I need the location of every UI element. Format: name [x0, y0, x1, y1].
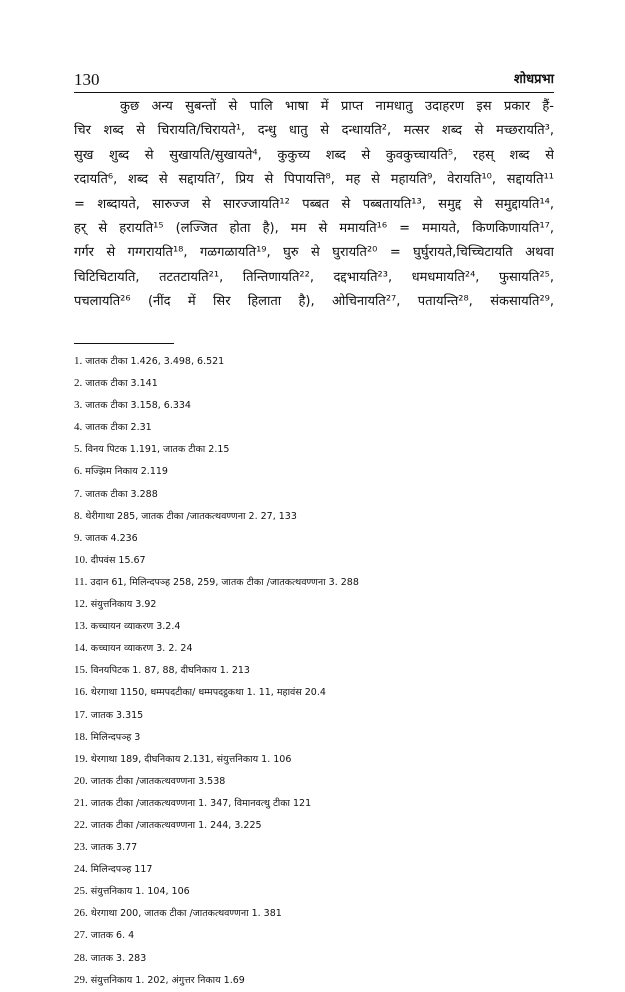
- footnote: [74, 792, 554, 814]
- footnote-text: थेरगाथा 189, दीघनिकाय 2.131, संयुत्तनिकाय 1. 106: [90, 753, 292, 765]
- footnote: [74, 527, 554, 549]
- footnote: [74, 681, 554, 703]
- footnote-number: 26.: [74, 907, 88, 920]
- footnote: [74, 615, 554, 637]
- footnote-number: 16.: [74, 686, 88, 699]
- footnote: [74, 637, 554, 659]
- footnote: [74, 704, 554, 726]
- footnote-number: 9.: [74, 531, 83, 544]
- footnote-text: जातक टीका 3.141: [85, 378, 158, 390]
- footnote: [74, 416, 554, 438]
- footnote-number: 21.: [74, 796, 88, 809]
- footnote: [74, 460, 554, 482]
- footnote: [74, 748, 554, 770]
- footnote-text: जातक टीका /जातकत्थवण्णना 3.538: [90, 775, 226, 787]
- footnote-text: उदान 61, मिलिन्दपञ्ह 258, 259, जातक टीका /जातकत्थवण्णना 3. 288: [90, 576, 359, 588]
- footnote-number: 24.: [74, 863, 88, 876]
- body-line: चिटिचिटायति, तटतटायति²¹, तिन्तिणायति²², दद्दभायति²³, धमधमायति²⁴, फुसायति²⁵,: [74, 269, 554, 285]
- footnote-number: 15.: [74, 664, 88, 677]
- header-rule: [74, 92, 554, 93]
- footnote: [74, 880, 554, 902]
- footnote-separator: [74, 343, 174, 344]
- footnote: [74, 483, 554, 505]
- footnote-number: 27.: [74, 929, 88, 942]
- footnote-number: 14.: [74, 642, 88, 655]
- footnote-text: विनय पिटक 1.191, जातक टीका 2.15: [85, 444, 230, 456]
- footnote-number: 11.: [74, 575, 88, 588]
- running-title: शोधप्रभा: [513, 72, 554, 87]
- footnote-number: 8.: [74, 509, 83, 522]
- footnote-number: 28.: [74, 951, 88, 964]
- footnote-text: जातक 6. 4: [90, 930, 135, 942]
- footnote-text: संयुत्तनिकाय 1. 202, अंगुत्तर निकाय 1.69: [90, 974, 245, 986]
- footnote-text: मज्झिम निकाय 2.119: [85, 466, 168, 478]
- footnote-number: 1.: [74, 355, 83, 367]
- footnote-number: 10.: [74, 553, 88, 566]
- body-line: = शब्दायते, सारुज्ज से सारज्जायति¹² पब्बत से पब्बतायति¹³, समुद्द से समुद्दायति¹⁴,: [74, 196, 554, 212]
- footnote-number: 18.: [74, 730, 88, 743]
- footnote: [74, 814, 554, 836]
- footnote-text: जातक टीका /जातकत्थवण्णना 1. 244, 3.225: [90, 819, 262, 831]
- body-line: सुख शुब्द से सुखायति/सुखायते⁴, कुकुच्य शब्द से कुवकुच्चायति⁵, रहस् शब्द से: [74, 147, 554, 163]
- footnote-list: [74, 350, 554, 991]
- footnote-number: 2.: [74, 377, 83, 390]
- footnote-number: 13.: [74, 620, 88, 633]
- page-header: [74, 70, 554, 92]
- footnote: [74, 394, 554, 416]
- body-line: रदायति⁶, शब्द से सद्दायति⁷, प्रिय से पिपायत्ति⁸, मह से महायति⁹, वेरायति¹⁰, सद्दायति¹¹: [74, 172, 554, 188]
- footnote-text: थेरगाथा 200, जातक टीका /जातकत्थवण्णना 1. 381: [90, 908, 282, 920]
- footnote-text: जातक 3.315: [90, 709, 144, 721]
- footnote-number: 23.: [74, 841, 88, 854]
- footnote-number: 20.: [74, 774, 88, 787]
- footnote: [74, 505, 554, 527]
- footnote-number: 3.: [74, 399, 83, 412]
- footnote-number: 7.: [74, 487, 83, 500]
- body-line: कुछ अन्य सुबन्तों से पालि भाषा में प्राप्त नामधातु उदाहरण इस प्रकार हैं-: [120, 99, 554, 114]
- footnote: [74, 858, 554, 880]
- footnote-number: 22.: [74, 818, 88, 831]
- footnote: [74, 902, 554, 924]
- footnote-text: जातक 3.77: [90, 842, 138, 854]
- footnote-number: 17.: [74, 708, 88, 721]
- footnote-number: 19.: [74, 752, 88, 765]
- footnote-text: कच्चायन व्याकरण 3. 2. 24: [90, 643, 193, 655]
- footnote-text: दीपवंस 15.67: [90, 554, 146, 566]
- footnote: [74, 836, 554, 858]
- footnote: [74, 969, 554, 991]
- body-line: पचलायति²⁶ (नींद में सिर हिलाता है), ओचिनायति²⁷, पतायन्ति²⁸, संकसायति²⁹,: [74, 294, 554, 310]
- footnote: [74, 924, 554, 946]
- footnote-number: 25.: [74, 885, 88, 898]
- footnote-number: 29.: [74, 973, 88, 986]
- footnote-text: मिलिन्दपञ्ह 117: [90, 864, 153, 876]
- body-line: चिर शब्द से चिरायति/चिरायते¹, दन्धु धातु से दन्धायति², मत्सर शब्द से मच्छरायति³,: [74, 123, 554, 139]
- footnote: [74, 549, 554, 571]
- footnote: [74, 350, 554, 372]
- footnote-number: 5.: [74, 443, 83, 456]
- footnote-text: मिलिन्दपञ्ह 3: [90, 731, 141, 743]
- footnote-text: जातक टीका 1.426, 3.498, 6.521: [85, 356, 225, 367]
- footnote-text: कच्चायन व्याकरण 3.2.4: [90, 621, 181, 633]
- body-line: गर्गर से गग्गरायति¹⁸, गळगळायति¹⁹, घुरु से घुरायति²⁰ = घुर्घुरायते,चिच्चिटायति अथवा: [74, 245, 554, 261]
- footnote-text: जातक 4.236: [85, 532, 138, 544]
- footnote-text: थेरगाथा 1150, धम्मपदटीका/ धम्मपदट्ठकथा 1. 11, महावंस 20.4: [90, 687, 326, 699]
- footnote-text: जातक टीका 3.158, 6.334: [85, 400, 191, 412]
- footnote: [74, 571, 554, 593]
- footnote: [74, 372, 554, 394]
- footnote-text: जातक टीका 2.31: [85, 422, 152, 434]
- footnote-number: 4.: [74, 421, 83, 434]
- footnote-text: संयुत्तनिकाय 3.92: [90, 599, 157, 611]
- footnote-text: जातक टीका 3.288: [85, 488, 158, 500]
- footnote-text: संयुत्तनिकाय 1. 104, 106: [90, 886, 190, 898]
- footnote-text: विनयपिटक 1. 87, 88, दीघनिकाय 1. 213: [90, 665, 250, 677]
- footnote-text: थेरीगाथा 285, जातक टीका /जातकत्थवण्णना 2. 27, 133: [85, 510, 297, 522]
- footnote: [74, 726, 554, 748]
- footnote: [74, 593, 554, 615]
- footnote-text: जातक 3. 283: [90, 952, 147, 964]
- page-number: 130: [74, 70, 100, 89]
- footnote-number: 12.: [74, 598, 88, 611]
- footnote: [74, 438, 554, 460]
- body-line: हर् से हरायति¹⁵ (लज्जित होता है), मम से ममायति¹⁶ = ममायते, किणकिणायति¹⁷,: [74, 220, 554, 236]
- body-paragraph: [74, 95, 554, 325]
- footnote-text: जातक टीका /जातकत्थवण्णना 1. 347, विमानवत्थु टीका 121: [90, 797, 312, 809]
- footnote: [74, 659, 554, 681]
- footnote: [74, 770, 554, 792]
- footnote-number: 6.: [74, 465, 83, 478]
